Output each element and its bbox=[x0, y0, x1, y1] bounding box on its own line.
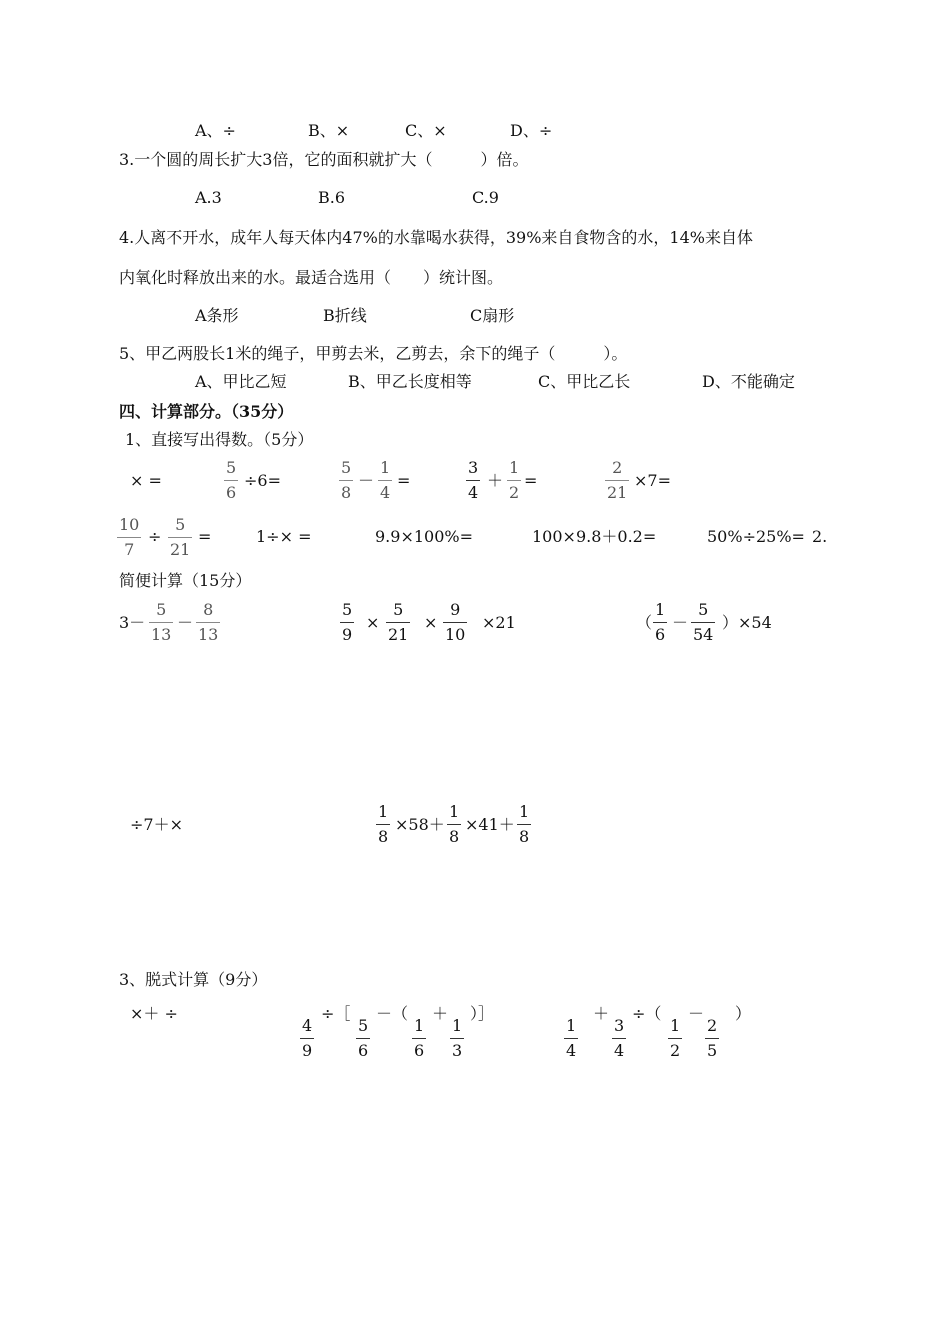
q4-stem-line2: 内氧化时释放出来的水。最适合选用（ ）统计图。 bbox=[119, 268, 504, 287]
fraction: 8 13 bbox=[198, 600, 219, 644]
fraction: 9 10 bbox=[445, 600, 466, 644]
q3-stem: 3.一个圆的周长扩大3倍，它的面积就扩大（ ）倍。 bbox=[119, 150, 529, 169]
operator-text: ×21 bbox=[482, 613, 516, 632]
fraction: 5 6 bbox=[358, 1016, 369, 1060]
operator-text: ）］ bbox=[470, 1004, 495, 1023]
simple-calc-title: 简便计算（15分） bbox=[119, 571, 252, 590]
fraction: 1 3 bbox=[452, 1016, 463, 1060]
direct-expr-7: 1÷× = bbox=[256, 527, 312, 546]
operator-text: = bbox=[397, 471, 411, 490]
fraction: 3 4 bbox=[614, 1016, 625, 1060]
q3-option-c: C.9 bbox=[472, 188, 499, 207]
operator-text: × bbox=[424, 613, 438, 632]
fraction: 1 8 bbox=[519, 802, 530, 846]
q2-option-a: A、÷ bbox=[195, 121, 236, 140]
q4-stem-line1: 4.人离不开水，成年人每天体内47%的水靠喝水获得，39%来自食物含的水，14%来自体 bbox=[119, 228, 753, 247]
fraction: 4 9 bbox=[302, 1016, 313, 1060]
direct-expr-9: 100×9.8＋0.2= bbox=[532, 527, 657, 546]
operator-text: = bbox=[524, 471, 538, 490]
operator-text: ×7= bbox=[634, 471, 671, 490]
section-title: 四、计算部分。（35分） bbox=[119, 402, 294, 421]
operator-text: ） bbox=[735, 1004, 752, 1023]
fraction: 5 6 bbox=[226, 458, 237, 502]
fraction: 3 4 bbox=[468, 458, 479, 502]
operator-text: ÷ bbox=[148, 527, 162, 546]
q2-option-c: C、× bbox=[405, 121, 447, 140]
q5-option-c: C、甲比乙长 bbox=[538, 372, 631, 391]
fraction: 2 5 bbox=[707, 1016, 718, 1060]
operator-text: －（ bbox=[376, 1004, 409, 1023]
operator-text: － bbox=[358, 471, 375, 490]
q5-option-a: A、甲比乙短 bbox=[195, 372, 287, 391]
stepwise-expr-1: ×＋ ÷ bbox=[130, 1004, 178, 1023]
fraction: 10 7 bbox=[119, 515, 140, 559]
operator-text: 3－ bbox=[119, 613, 146, 632]
q5-option-b: B、甲乙长度相等 bbox=[348, 372, 472, 391]
operator-text: ×41＋ bbox=[465, 815, 515, 834]
q2-option-b: B、× bbox=[308, 121, 350, 140]
fraction: 1 2 bbox=[670, 1016, 681, 1060]
fraction: 5 21 bbox=[388, 600, 409, 644]
question-number: 2. bbox=[812, 527, 828, 546]
fraction: 2 21 bbox=[607, 458, 628, 502]
operator-text: ÷6= bbox=[244, 471, 281, 490]
stepwise-calc-title: 3、脱式计算（9分） bbox=[119, 970, 268, 989]
operator-text: ÷［ bbox=[321, 1004, 351, 1023]
q2-option-d: D、÷ bbox=[510, 121, 553, 140]
operator-text: － bbox=[177, 613, 194, 632]
operator-text: ＋ bbox=[593, 1004, 610, 1023]
fraction: 5 54 bbox=[693, 600, 714, 644]
fraction: 5 8 bbox=[341, 458, 352, 502]
q3-option-b: B.6 bbox=[318, 188, 346, 207]
q5-option-d: D、不能确定 bbox=[702, 372, 795, 391]
operator-text: × bbox=[366, 613, 380, 632]
q4-option-a: A条形 bbox=[195, 306, 239, 325]
fraction: 1 4 bbox=[566, 1016, 577, 1060]
operator-text: ×58＋ bbox=[395, 815, 445, 834]
simple-expr-4: ÷7＋× bbox=[130, 815, 183, 834]
fraction: 1 2 bbox=[509, 458, 520, 502]
fraction: 1 6 bbox=[655, 600, 666, 644]
operator-text: ＋ bbox=[487, 471, 504, 490]
q3-option-a: A.3 bbox=[195, 188, 222, 207]
q5-stem: 5、甲乙两股长1米的绳子，甲剪去米，乙剪去，余下的绳子（ ）。 bbox=[119, 344, 628, 363]
fraction: 5 13 bbox=[151, 600, 172, 644]
direct-expr-8: 9.9×100%= bbox=[375, 527, 473, 546]
operator-text: ＋ bbox=[432, 1004, 449, 1023]
direct-calc-title: 1、直接写出得数。（5分） bbox=[125, 430, 314, 449]
operator-text: = bbox=[198, 527, 212, 546]
q4-option-c: C扇形 bbox=[470, 306, 515, 325]
fraction: 5 21 bbox=[170, 515, 191, 559]
operator-text: ÷（ bbox=[632, 1004, 662, 1023]
fraction: 5 9 bbox=[342, 600, 353, 644]
fraction: 1 6 bbox=[414, 1016, 425, 1060]
q4-option-b: B折线 bbox=[323, 306, 367, 325]
fraction: 1 8 bbox=[378, 802, 389, 846]
operator-text: （ bbox=[636, 613, 653, 632]
operator-text: － bbox=[688, 1004, 705, 1023]
operator-text: － bbox=[672, 613, 689, 632]
fraction: 1 4 bbox=[380, 458, 391, 502]
fraction: 1 8 bbox=[449, 802, 460, 846]
direct-expr-1: × = bbox=[130, 471, 162, 490]
direct-expr-10: 50%÷25%= bbox=[707, 527, 805, 546]
operator-text: ）×54 bbox=[722, 613, 772, 632]
